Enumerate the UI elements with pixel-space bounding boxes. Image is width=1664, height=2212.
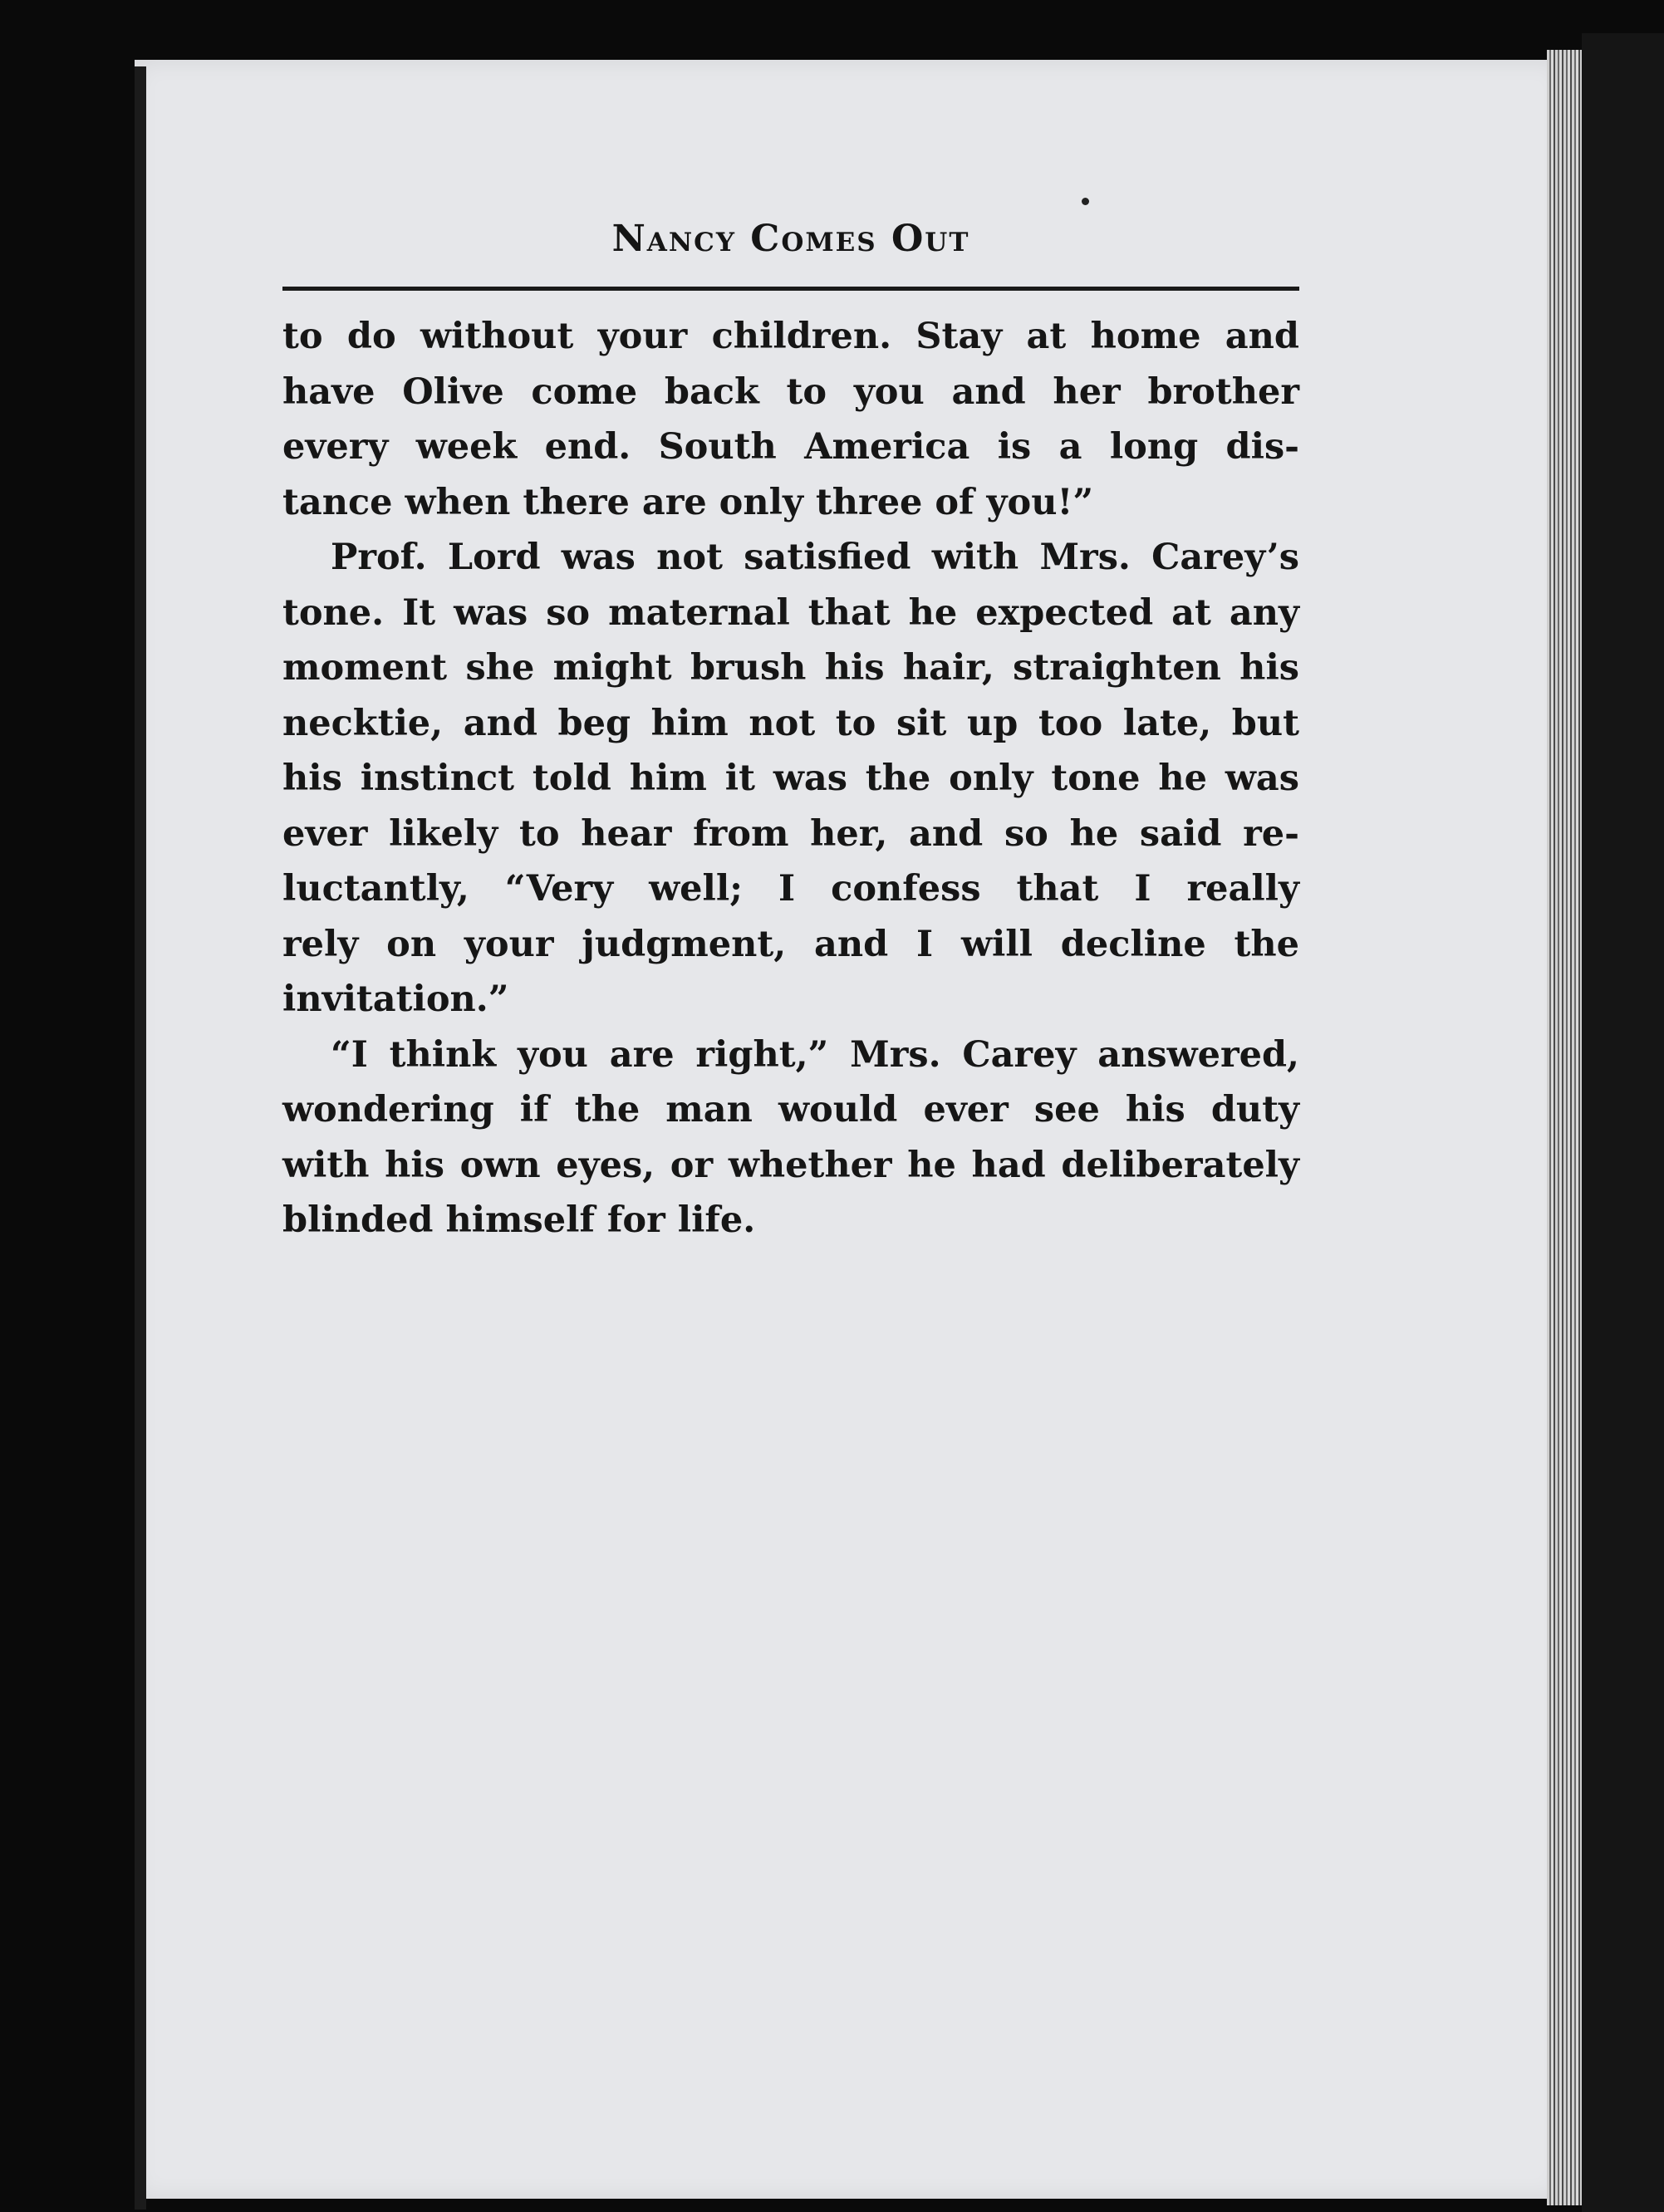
text-line: blinded himself for life. xyxy=(282,1199,756,1241)
page-edge-stack xyxy=(1547,50,1582,2205)
text-line: rely on your judgment, and I will decline the xyxy=(282,923,1299,965)
running-head: Nancy Comes Out xyxy=(611,218,970,260)
text-line: have Olive come back to you and her brother xyxy=(282,370,1299,413)
text-line: “I think you are right,” Mrs. Carey answered, xyxy=(331,1033,1299,1076)
text-line: to do without your children. Stay at home and xyxy=(282,316,1299,357)
scan-background-right xyxy=(1582,33,1664,2212)
body-text xyxy=(282,309,1299,1248)
text-line: with his own eyes, or whether he had deliberately xyxy=(282,1144,1299,1186)
text-line: tone. It was so maternal that he expected at any xyxy=(282,591,1299,634)
text-line: luctantly, “Very well; I confess that I really xyxy=(282,868,1299,910)
paragraph xyxy=(282,530,1299,1028)
text-line: Prof. Lord was not satisfied with Mrs. Carey’s xyxy=(331,537,1299,578)
header-rule xyxy=(282,287,1299,291)
paragraph xyxy=(282,309,1299,530)
ink-dot xyxy=(1082,198,1089,205)
text-line: every week end. South America is a long dis- xyxy=(282,426,1299,468)
binding-gutter xyxy=(135,66,146,2210)
paragraph xyxy=(282,1028,1299,1248)
text-line: invitation.” xyxy=(282,978,509,1020)
text-line: necktie, and beg him not to sit up too late, but xyxy=(282,702,1299,744)
text-line: tance when there are only three of you!” xyxy=(282,481,1094,523)
text-line: ever likely to hear from her, and so he said re- xyxy=(282,812,1299,855)
text-line: wondering if the man would ever see his duty xyxy=(282,1089,1299,1131)
text-line: his instinct told him it was the only tone he was xyxy=(282,758,1299,799)
text-line: moment she might brush his hair, straighten his xyxy=(282,647,1299,689)
